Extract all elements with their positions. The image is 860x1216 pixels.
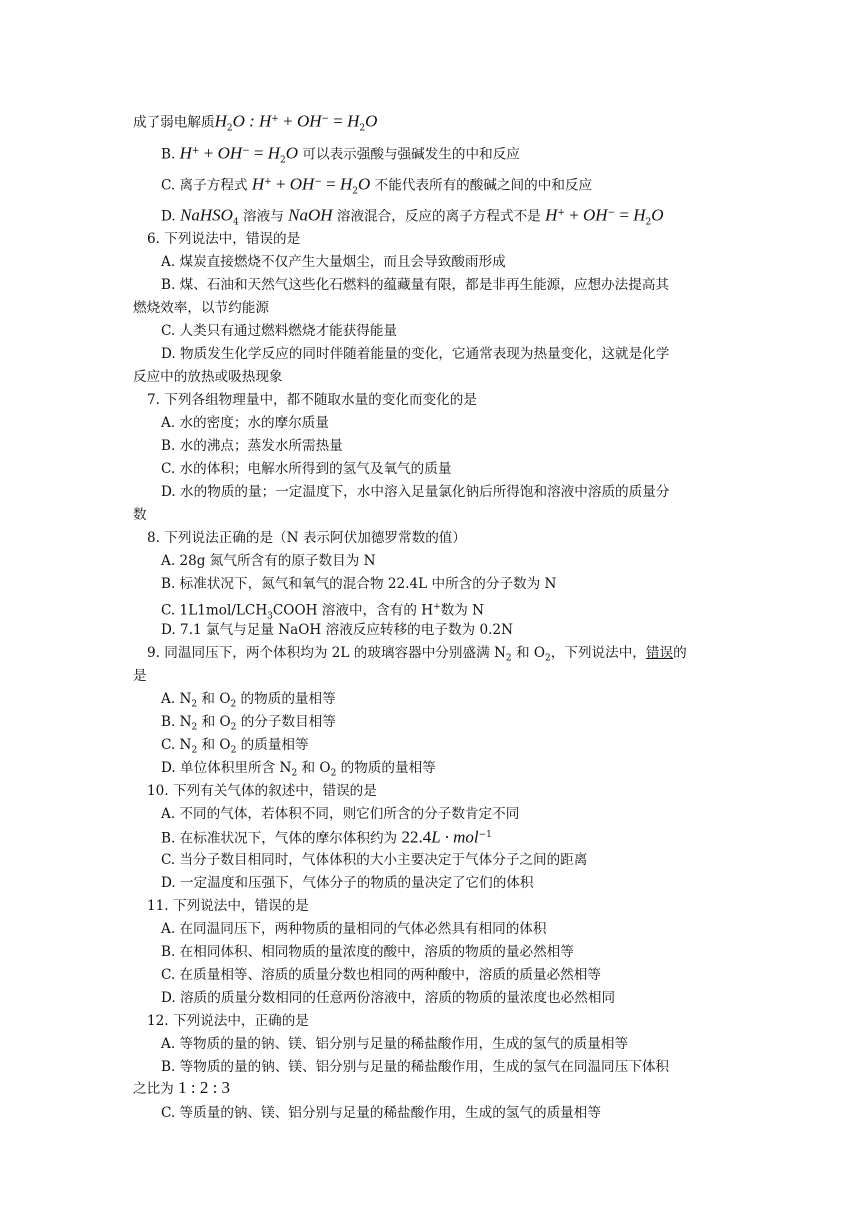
underlined-text: 错误 <box>645 645 674 661</box>
math-symbol: = <box>321 174 340 194</box>
text-run: D. <box>161 208 181 225</box>
text-line <box>161 873 534 893</box>
text-line <box>133 298 269 318</box>
text-line <box>133 1078 230 1099</box>
math-symbol: 1 : 2 : 3 <box>178 1078 231 1097</box>
text-run: 和 O <box>197 737 231 753</box>
text-line <box>147 390 477 410</box>
subscript: 2 <box>191 745 198 756</box>
subscript: 2 <box>545 653 551 664</box>
superscript: − <box>314 177 322 187</box>
text-line <box>133 666 147 686</box>
text-run: C. 等质量的钠、镁、铝分别与足量的稀盐酸作用，生成的氢气的质量相等 <box>161 1105 601 1121</box>
text-line <box>147 781 377 801</box>
superscript: + <box>191 146 200 156</box>
text-line <box>161 551 376 571</box>
text-run: 可以表示强酸与强碱发生的中和反应 <box>298 146 520 163</box>
text-run: 7. 下列各组物理量中，都不随取水量的变化而变化的是 <box>147 392 477 408</box>
text-run: A. 等物质的量的钠、镁、铝分别与足量的稀盐酸作用，生成的氢气的质量相等 <box>161 1036 629 1052</box>
text-run: D. 单位体积里所含 N <box>161 760 292 776</box>
text-run: D. 水的物质的量；一定温度下，水中溶入足量氯化钠后所得饱和溶液中溶质的质量分 <box>161 484 670 500</box>
text-line <box>161 850 587 870</box>
text-run: A. 在同温同压下，两种物质的量相同的气体必然具有相同的体积 <box>161 921 547 937</box>
math-expression: OH <box>296 111 322 131</box>
text-run: 12. 下列说法中，正确的是 <box>147 1013 309 1029</box>
text-line <box>161 1057 669 1077</box>
superscript: − <box>321 114 330 124</box>
superscript: − <box>242 146 250 156</box>
subscript: 2 <box>230 699 237 710</box>
math-expression: L · mol <box>431 827 479 847</box>
text-line <box>161 459 451 479</box>
text-run: 溶液混合，反应的离子方程式不是 <box>332 208 546 225</box>
text-line <box>161 988 615 1008</box>
math-expression: OH <box>583 205 608 225</box>
text-line <box>133 505 147 525</box>
text-run: A. 水的密度；水的摩尔质量 <box>161 415 329 431</box>
text-run: 溶液与 <box>238 208 289 225</box>
math-symbol: + <box>271 174 290 194</box>
text-run: B. 标准状况下，氮气和氧气的混合物 22.4L 中所含的分子数为 N <box>161 576 557 592</box>
text-run: C. 离子方程式 <box>161 177 252 194</box>
text-run: 成了弱电解质 <box>133 114 215 131</box>
text-run: C. 人类只有通过燃料燃烧才能获得能量 <box>161 323 398 339</box>
math-symbol: = <box>249 143 268 163</box>
text-run: 的质量相等 <box>236 737 309 753</box>
text-run: B. 水的沸点；蒸发水所需热量 <box>161 438 343 454</box>
math-expression: O <box>651 205 664 225</box>
text-line <box>161 689 336 715</box>
text-run: C. 水的体积；电解水所得到的氢气及氧气的质量 <box>161 461 452 477</box>
text-line <box>161 344 669 364</box>
text-run: 和 O <box>297 760 331 776</box>
text-line <box>161 712 336 738</box>
text-run: C. 在质量相等、溶质的质量分数也相同的两种酸中，溶质的质量必然相等 <box>161 967 601 983</box>
text-line <box>161 1034 628 1054</box>
text-run: 9. 同温同压下，两个体积均为 2L 的玻璃容器中分别盛满 N <box>147 645 506 661</box>
superscript: −1 <box>478 830 492 840</box>
text-run: B. 等物质的量的钠、镁、铝分别与足量的稀盐酸作用，生成的氢气在同温同压下体积 <box>161 1059 670 1075</box>
text-run: D. 物质发生化学反应的同时伴随着能量的变化，它通常表现为热量变化，这就是化学 <box>161 346 670 362</box>
subscript: 2 <box>291 768 298 779</box>
text-line <box>147 1011 309 1031</box>
text-run: 燃烧效率，以节约能源 <box>133 300 269 316</box>
text-run: 和 O <box>197 691 231 707</box>
text-run: D. 7.1 氯气与足量 NaOH 溶液反应转移的电子数为 0.2N <box>161 622 513 638</box>
math-symbol: = <box>329 111 348 131</box>
text-line <box>161 436 343 456</box>
subscript: 2 <box>230 745 237 756</box>
text-line <box>161 252 506 272</box>
superscript: + <box>264 177 272 187</box>
text-run: 反应中的放热或吸热现象 <box>133 369 283 385</box>
text-run: D. 一定温度和压强下，气体分子的物质的量决定了它们的体积 <box>161 875 534 891</box>
superscript: + <box>271 114 279 124</box>
text-line <box>161 620 513 640</box>
text-run: B. <box>161 146 180 163</box>
math-expression: H <box>347 111 360 131</box>
math-expression: O <box>285 143 299 163</box>
text-run: 是 <box>133 668 147 684</box>
text-line <box>161 942 574 962</box>
text-run: 的物质的量相等 <box>336 760 436 776</box>
subscript: 2 <box>191 699 198 710</box>
text-run: C. N <box>161 737 192 753</box>
text-run: D. 溶质的质量分数相同的任意两份溶液中，溶质的物质的量浓度也必然相同 <box>161 990 616 1006</box>
text-line <box>161 919 547 939</box>
text-run: 11. 下列说法中，错误的是 <box>147 898 309 914</box>
text-line <box>161 172 592 201</box>
text-run: B. 在相同体积、相同物质的量浓度的酸中，溶质的物质的量必然相等 <box>161 944 574 960</box>
text-line <box>147 229 300 249</box>
subscript: 2 <box>280 155 286 166</box>
math-expression: H <box>214 111 227 131</box>
subscript: 4 <box>232 217 239 228</box>
text-run: B. 在标准状况下，气体的摩尔体积约为 <box>161 830 402 847</box>
text-line <box>161 804 519 824</box>
subscript: 2 <box>191 722 198 733</box>
text-line <box>161 735 309 761</box>
text-line <box>161 413 329 433</box>
math-expression: NaOH <box>288 205 333 225</box>
math-expression: H <box>545 205 558 225</box>
math-symbol: 22.4 <box>401 827 432 847</box>
math-symbol: + <box>278 111 297 131</box>
text-line <box>161 574 556 594</box>
text-run: C. 当分子数目相同时，气体体积的大小主要决定于气体分子之间的距离 <box>161 852 588 868</box>
math-expression: H <box>251 174 265 194</box>
text-run: B. N <box>161 714 192 730</box>
text-line <box>161 141 520 170</box>
subscript: 2 <box>352 186 358 197</box>
text-run: 6. 下列说法中，错误的是 <box>147 231 301 247</box>
text-run: ，下列说法中， <box>550 645 646 661</box>
text-run: A. 煤炭直接燃烧不仅产生大量烟尘，而且会导致酸雨形成 <box>161 254 506 270</box>
text-run: A. 不同的气体，若体积不同，则它们所含的分子数肯定不同 <box>161 806 520 822</box>
text-line <box>161 321 397 341</box>
superscript: − <box>607 208 616 218</box>
text-run: C. 1L1mol/LCH <box>161 602 268 619</box>
text-line <box>161 965 601 985</box>
text-run: A. 28g 氮气所含有的原子数目为 N <box>161 553 376 569</box>
text-line <box>161 758 436 784</box>
text-run: 8. 下列说法正确的是（N 表示阿伏加德罗常数的值） <box>147 530 466 546</box>
text-run: 之比为 <box>133 1081 179 1097</box>
text-line <box>161 1103 601 1123</box>
subscript: 3 <box>267 611 273 622</box>
text-line <box>147 528 466 548</box>
math-expression: H <box>179 143 192 163</box>
text-run: 和 O <box>511 645 546 661</box>
text-line <box>161 203 664 232</box>
math-expression: H <box>267 143 281 163</box>
text-line <box>147 643 687 669</box>
math-expression: OH <box>217 143 243 163</box>
math-symbol: + <box>564 205 584 225</box>
text-line <box>161 825 492 849</box>
text-line <box>133 367 283 387</box>
text-line <box>161 275 669 295</box>
text-run: B. 煤、石油和天然气这些化石燃料的蕴藏量有限，都是非再生能源，应想办法提高其 <box>161 277 670 293</box>
text-run: A. N <box>161 691 192 707</box>
subscript: 2 <box>330 768 337 779</box>
text-line <box>161 482 669 502</box>
math-expression: NaHSO <box>180 205 233 225</box>
subscript: 2 <box>226 123 233 134</box>
text-run: 不能代表所有的酸碱之间的中和反应 <box>370 177 593 194</box>
math-expression: O : H <box>232 111 272 131</box>
text-run: 数为 N <box>440 602 485 619</box>
subscript: 2 <box>645 217 652 228</box>
subscript: 2 <box>505 653 512 664</box>
text-run: 的分子数目相等 <box>236 714 336 730</box>
text-run: 的 <box>673 645 687 661</box>
text-run: 数 <box>133 507 147 523</box>
math-expression: OH <box>289 174 315 194</box>
math-expression: O <box>358 174 371 194</box>
superscript: + <box>433 602 441 612</box>
superscript: + <box>557 208 565 218</box>
subscript: 2 <box>359 123 366 134</box>
text-line <box>133 109 377 138</box>
text-run: 的物质的量相等 <box>236 691 336 707</box>
math-symbol: + <box>199 143 218 163</box>
text-run: COOH 溶液中，含有的 H <box>272 602 434 619</box>
math-symbol: = <box>615 205 634 225</box>
text-run: 10. 下列有关气体的叙述中，错误的是 <box>147 783 377 799</box>
math-expression: H <box>339 174 353 194</box>
text-line <box>147 896 309 916</box>
text-run: 和 O <box>197 714 231 730</box>
subscript: 2 <box>230 722 237 733</box>
math-expression: O <box>365 111 378 131</box>
math-expression: H <box>633 205 646 225</box>
